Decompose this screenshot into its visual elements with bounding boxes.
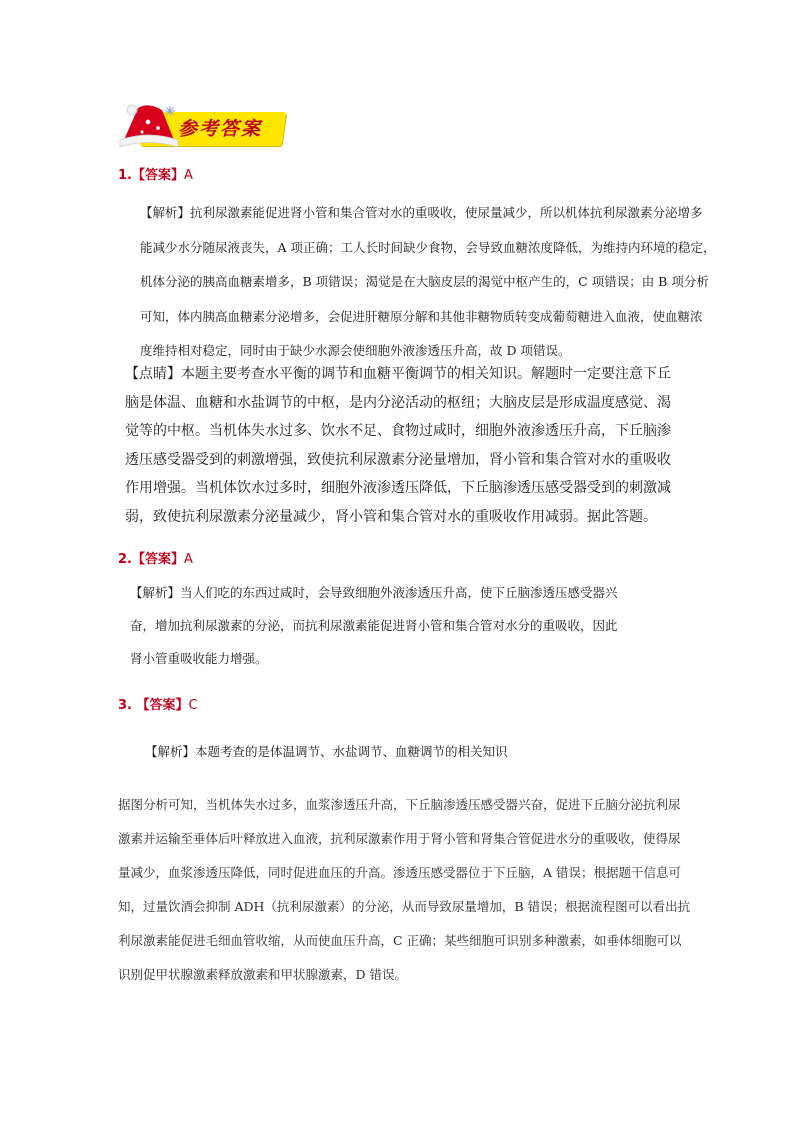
- q1-analysis-line: 能减少水分随尿液丧失，A 项正确；工人长时间缺少食物，会导致血糖浓度降低，为维持内环境的稳定，: [140, 239, 716, 255]
- q1-analysis-line: 机体分泌的胰高血糖素增多，B 项错误；渴觉是在大脑皮层的渴觉中枢产生的，C 项错误；由 B 项分析: [140, 274, 709, 289]
- q1-analysis-line: 可知，体内胰高血糖素分泌增多，会促进肝糖原分解和其他非糖物质转变成葡萄糖进入血液，使血糖浓: [140, 308, 703, 324]
- q1-comment-line: 作用增强。当机体饮水过多时，细胞外液渗透压降低，下丘脑渗透压感受器受到的刺激减: [125, 480, 671, 496]
- q3-intro: [145, 742, 508, 762]
- q3-analysis-line: 知，过量饮酒会抑制 ADH（抗利尿激素）的分泌，从而导致尿量增加，B 错误；根据流程图可以看出抗: [118, 899, 691, 914]
- q3-analysis-line: 利尿激素能促进毛细血管收缩，从而使血压升高，C 正确；某些细胞可识别多种激素，如垂体细胞可以: [118, 933, 682, 948]
- q2-analysis-line: 奋，增加抗利尿激素的分泌，而抗利尿激素能促进肾小管和集合管对水分的重吸收，因此: [130, 618, 618, 633]
- q3-answer-tag: 【答案】: [136, 698, 189, 713]
- answer-banner: [118, 100, 284, 148]
- q1-comment: [125, 360, 671, 531]
- q1-comment-line: 弱，致使抗利尿激素分泌量减少，肾小管和集合管对水的重吸收作用减弱。据此答题。: [125, 508, 657, 525]
- q2-analysis: [130, 576, 618, 675]
- q1-analysis-line: 度维持相对稳定，同时由于缺少水源会使细胞外液渗透压升高，故 D 项错误。: [140, 343, 571, 358]
- q1-comment-line: 【点睛】本题主要考查水平衡的调节和血糖平衡调节的相关知识。解题时一定要注意下丘: [125, 366, 671, 382]
- q1-comment-line: 觉等的中枢。当机体失水过多、饮水不足、食物过咸时，细胞外液渗透压升高，下丘脑渗: [125, 423, 671, 439]
- banner-title: 参考答案: [178, 118, 263, 140]
- q3-number: 3.: [118, 698, 132, 713]
- q3-analysis-line: 激素并运输至垂体后叶释放进入血液，抗利尿激素作用于肾小管和肾集合管促进水分的重吸收，使得尿: [118, 831, 681, 846]
- q3-answer-value: C: [188, 698, 198, 713]
- q3-analysis-line: 量减少，血浆渗透压降低，同时促进血压的升高。渗透压感受器位于下丘脑，A 错误；根据题干信息可: [118, 865, 682, 880]
- q2-answer-tag: 【答案】: [131, 552, 184, 567]
- q2-number: 2.: [118, 552, 132, 567]
- q3-analysis-line: 识别促甲状腺激素释放激素和甲状腺激素，D 错误。: [118, 967, 407, 982]
- q1-answer-tag: 【答案】: [131, 168, 184, 183]
- q3-analysis-line: 据图分析可知，当机体失水过多，血浆渗透压升高，下丘脑渗透压感受器兴奋，促进下丘脑分泌抗利尿: [118, 797, 681, 812]
- q2-answer-header: [118, 548, 193, 567]
- q1-comment-line: 透压感受器受到的刺激增强，致使抗利尿激素分泌量增加，肾小管和集合管对水的重吸收: [125, 451, 671, 468]
- q2-analysis-line: 【解析】当人们吃的东西过咸时，会导致细胞外液渗透压升高，使下丘脑渗透压感受器兴: [130, 585, 618, 600]
- q1-answer-value: A: [184, 168, 193, 183]
- q1-comment-line: 脑是体温、血糖和水盐调节的中枢，是内分泌活动的枢纽；大脑皮层是形成温度感觉、渴: [125, 394, 671, 411]
- q2-analysis-line: 肾小管重吸收能力增强。: [130, 651, 268, 666]
- q2-answer-value: A: [184, 552, 193, 567]
- q1-number: 1.: [118, 168, 132, 183]
- q1-analysis-line: 【解析】抗利尿激素能促进肾小管和集合管对水的重吸收，使尿量减少，所以机体抗利尿激素分泌增多: [140, 205, 703, 220]
- q3-analysis: [118, 788, 690, 992]
- q1-answer-header: [118, 164, 193, 183]
- q1-analysis: [140, 196, 716, 369]
- q3-answer-header: [118, 694, 198, 713]
- q3-intro-line: 【解析】本题考查的是体温调节、水盐调节、血糖调节的相关知识: [145, 744, 508, 759]
